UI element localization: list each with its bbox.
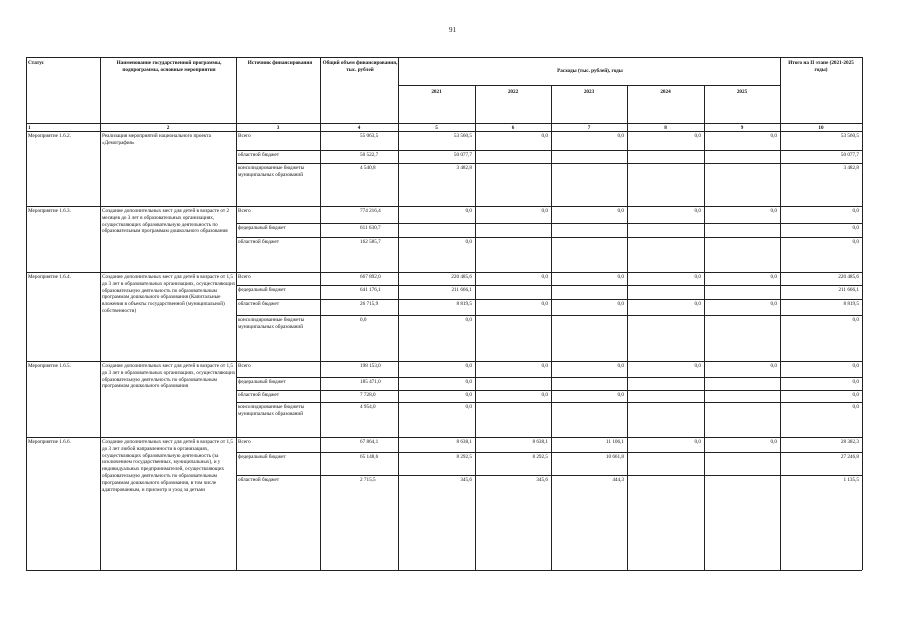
amount-value: 0,0 xyxy=(694,363,701,369)
amount-value: 641 176,1 xyxy=(360,287,381,293)
amount-value: 0,0 xyxy=(852,208,859,214)
funding-source: областной бюджет xyxy=(238,152,279,158)
grid-line-horizontal xyxy=(26,57,862,58)
amount-value: 0,0 xyxy=(617,274,624,280)
amount-value: 0,0 xyxy=(852,363,859,369)
amount-value: 0,0 xyxy=(617,133,624,139)
amount-value: 0,0 xyxy=(617,208,624,214)
amount-value: 27 246,8 xyxy=(840,454,859,460)
amount-value: 4 540,8 xyxy=(360,165,376,171)
amount-value: 0,0 xyxy=(617,392,624,398)
amount-value: 0,0 xyxy=(694,208,701,214)
funding-source: федеральный бюджет xyxy=(238,225,286,231)
col-number-7: 7 xyxy=(587,125,591,131)
amount-value: 0,0 xyxy=(465,208,472,214)
grid-line-horizontal xyxy=(236,150,862,151)
funding-source: Всего xyxy=(238,133,251,139)
grid-line-horizontal xyxy=(26,272,862,273)
amount-value: 8 292,5 xyxy=(456,454,472,460)
col-number-3: 3 xyxy=(276,125,280,131)
amount-value: 65 148,6 xyxy=(360,454,379,460)
measure-status: Мероприятие 1.6.6. xyxy=(28,439,71,445)
amount-value: 0,0 xyxy=(617,363,624,369)
amount-value: 1 135,5 xyxy=(843,477,859,483)
col-number-5: 5 xyxy=(435,125,438,131)
amount-value: 0,0 xyxy=(770,363,777,369)
funding-source: консолидированные бюджеты муниципальных образований xyxy=(238,404,305,417)
amount-value: 10 661,8 xyxy=(605,454,624,460)
amount-value: 0,0 xyxy=(465,379,472,385)
grid-line-vertical xyxy=(704,85,705,570)
year-2025: 2025 xyxy=(736,89,748,95)
funding-source: областной бюджет xyxy=(238,477,279,483)
grid-line-vertical xyxy=(627,85,628,570)
funding-source: областной бюджет xyxy=(238,301,279,307)
grid-line-vertical xyxy=(236,57,237,570)
amount-value: 444,3 xyxy=(612,477,624,483)
amount-value: 0,0 xyxy=(770,208,777,214)
amount-value: 0,0 xyxy=(852,225,859,231)
amount-value: 8 638,1 xyxy=(456,439,472,445)
amount-value: 4 954,0 xyxy=(360,404,376,410)
amount-value: 8 292,5 xyxy=(532,454,548,460)
measure-name: Создание дополнительных мест для детей в возрасте от 1,5 до 3 лет в образовательных организациях, осуществляющих образовательную деятельность по образовательным программам дошкольного образования (Капитальные вложения в объекты государственной (муниципальной) собственности) xyxy=(102,274,236,314)
grid-line-horizontal xyxy=(26,361,862,362)
grid-line-horizontal xyxy=(26,437,862,438)
amount-value: 0,0 xyxy=(465,363,472,369)
measure-name: Создание дополнительных мест для детей в возрасте от 1,5 до 3 лет в образовательных организациях, осуществляющих образовательную деятельность по образовательным программам дошкольного образования xyxy=(102,363,236,390)
amount-value: 0,0 xyxy=(694,133,701,139)
amount-value: 67 864,1 xyxy=(360,439,379,445)
col-number-2: 2 xyxy=(166,125,170,131)
grid-line-horizontal xyxy=(398,85,780,86)
amount-value: 55 063,5 xyxy=(360,133,379,139)
amount-value: 220 485,6 xyxy=(838,274,859,280)
header-expenses: Расходы (тыс. рублей), годы xyxy=(557,68,623,74)
amount-value: 0,0 xyxy=(465,392,472,398)
grid-line-horizontal xyxy=(26,131,862,132)
grid-line-horizontal xyxy=(236,452,862,453)
funding-source: федеральный бюджет xyxy=(238,379,286,385)
amount-value: 0,0 xyxy=(852,392,859,398)
funding-source: Всего xyxy=(238,439,251,445)
amount-value: 198 153,0 xyxy=(360,363,381,369)
measure-name: Создание дополнительных мест для детей в возрасте от 2 месяцев до 3 лет в образовательных организациях, осуществляющих образовательную деятельность по образовательным программам дошкольного образования xyxy=(102,208,230,235)
funding-source: Всего xyxy=(238,208,251,214)
amount-value: 162 585,7 xyxy=(360,239,381,245)
amount-value: 50 522,7 xyxy=(360,152,379,158)
grid-line-vertical xyxy=(100,57,101,570)
measure-status: Мероприятие 1.6.3. xyxy=(28,208,71,214)
funding-source: областной бюджет xyxy=(238,392,279,398)
amount-value: 0,0 xyxy=(465,317,472,323)
grid-line-horizontal xyxy=(26,123,862,124)
measure-name: Создание дополнительных мест для детей в возрасте от 1,5 до 3 лет любой направленности в организациях, осуществляющих образовательную деятельность (за исключением государственных, муниципальных), и у индивидуальных предпринимателей, осуществляющих образовательную деятельность по образовательным программам дошкольного образования, в том числе адаптированным, и присмотр и уход за детьми xyxy=(102,439,233,493)
amount-value: 211 666,1 xyxy=(838,287,859,293)
grid-line-vertical xyxy=(862,57,863,570)
header-stage-total: Итого на II этапе (2021-2025 годы) xyxy=(788,60,854,73)
amount-value: 2 715,5 xyxy=(360,477,376,483)
grid-line-horizontal xyxy=(236,377,862,378)
measure-status: Мероприятие 1.6.5. xyxy=(28,363,71,369)
amount-value: 0,0 xyxy=(541,392,548,398)
amount-value: 0,0 xyxy=(541,301,548,307)
amount-value: 0,0 xyxy=(360,317,367,323)
measure-name: Реализация мероприятий национального проекта «Демография» xyxy=(102,133,211,146)
funding-source: федеральный бюджет xyxy=(238,454,286,460)
amount-value: 0,0 xyxy=(852,317,859,323)
header-source: Источник финансирования xyxy=(247,60,313,66)
funding-source: областной бюджет xyxy=(238,239,279,245)
amount-value: 0,0 xyxy=(465,239,472,245)
amount-value: 50 077,7 xyxy=(453,152,472,158)
year-2022: 2022 xyxy=(507,89,519,95)
amount-value: 3 482,8 xyxy=(843,165,859,171)
amount-value: 611 630,7 xyxy=(360,225,381,231)
grid-line-horizontal xyxy=(236,223,862,224)
amount-value: 0,0 xyxy=(694,301,701,307)
measure-status: Мероприятие 1.6.2. xyxy=(28,133,71,139)
amount-value: 28 382,3 xyxy=(840,439,859,445)
amount-value: 0,0 xyxy=(541,363,548,369)
year-2024: 2024 xyxy=(660,89,671,95)
col-number-6: 6 xyxy=(511,125,515,131)
amount-value: 0,0 xyxy=(617,301,624,307)
amount-value: 8 819,5 xyxy=(456,301,472,307)
amount-value: 345,6 xyxy=(536,477,548,483)
col-number-1: 1 xyxy=(28,125,31,131)
grid-line-horizontal xyxy=(236,390,862,391)
grid-line-horizontal xyxy=(236,475,862,476)
col-number-8: 8 xyxy=(664,125,667,131)
amount-value: 0,0 xyxy=(770,301,777,307)
funding-source: Всего xyxy=(238,363,251,369)
grid-line-vertical xyxy=(551,85,552,570)
col-number-9: 9 xyxy=(740,125,744,131)
grid-line-horizontal xyxy=(236,402,862,403)
amount-value: 8 819,5 xyxy=(843,301,859,307)
grid-line-vertical xyxy=(475,85,476,570)
amount-value: 0,0 xyxy=(541,274,548,280)
amount-value: 0,0 xyxy=(541,133,548,139)
grid-line-horizontal xyxy=(236,285,862,286)
amount-value: 185 471,0 xyxy=(360,379,381,385)
grid-line-horizontal xyxy=(26,206,862,207)
grid-line-vertical xyxy=(26,57,27,570)
header-total: Общий объем финансирования, тыс. рублей xyxy=(322,60,398,73)
amount-value: 0,0 xyxy=(770,439,777,445)
amount-value: 0,0 xyxy=(770,274,777,280)
amount-value: 26 715,9 xyxy=(360,301,379,307)
grid-line-horizontal xyxy=(26,570,862,571)
grid-line-horizontal xyxy=(236,299,862,300)
amount-value: 50 077,7 xyxy=(840,152,859,158)
funding-source: консолидированные бюджеты муниципальных образований xyxy=(238,317,305,330)
header-status: Статус xyxy=(28,60,44,66)
amount-value: 8 638,1 xyxy=(532,439,548,445)
col-number-10: 10 xyxy=(818,125,824,131)
amount-value: 667 892,0 xyxy=(360,274,381,280)
grid-line-vertical xyxy=(780,57,781,570)
amount-value: 53 560,5 xyxy=(840,133,859,139)
amount-value: 0,0 xyxy=(694,439,701,445)
amount-value: 0,0 xyxy=(852,379,859,385)
amount-value: 3 482,8 xyxy=(456,165,472,171)
measure-status: Мероприятие 1.6.4. xyxy=(28,274,71,280)
col-number-4: 4 xyxy=(357,125,361,131)
grid-line-vertical xyxy=(398,57,399,570)
amount-value: 211 666,1 xyxy=(451,287,472,293)
page-number: 91 xyxy=(449,26,456,34)
amount-value: 0,0 xyxy=(465,404,472,410)
grid-line-horizontal xyxy=(236,237,862,238)
year-2021: 2021 xyxy=(431,89,442,95)
funding-source: консолидированные бюджеты муниципальных образований xyxy=(238,165,305,178)
amount-value: 774 216,4 xyxy=(360,208,381,214)
amount-value: 0,0 xyxy=(770,133,777,139)
grid-line-vertical xyxy=(320,57,321,570)
funding-source: Всего xyxy=(238,274,251,280)
grid-line-horizontal xyxy=(236,315,862,316)
amount-value: 345,6 xyxy=(460,477,472,483)
funding-source: федеральный бюджет xyxy=(238,287,286,293)
header-name: Наименование государственной программы, подпрограммы, основные мероприятия xyxy=(116,60,222,73)
year-2023: 2023 xyxy=(583,89,595,95)
amount-value: 0,0 xyxy=(541,208,548,214)
amount-value: 7 728,0 xyxy=(360,392,376,398)
amount-value: 0,0 xyxy=(694,274,701,280)
grid-line-horizontal xyxy=(236,163,862,164)
amount-value: 0,0 xyxy=(852,404,859,410)
amount-value: 53 560,5 xyxy=(453,133,472,139)
amount-value: 0,0 xyxy=(852,239,859,245)
amount-value: 220 485,6 xyxy=(451,274,472,280)
amount-value: 11 106,1 xyxy=(606,439,624,445)
financing-table xyxy=(26,57,862,570)
